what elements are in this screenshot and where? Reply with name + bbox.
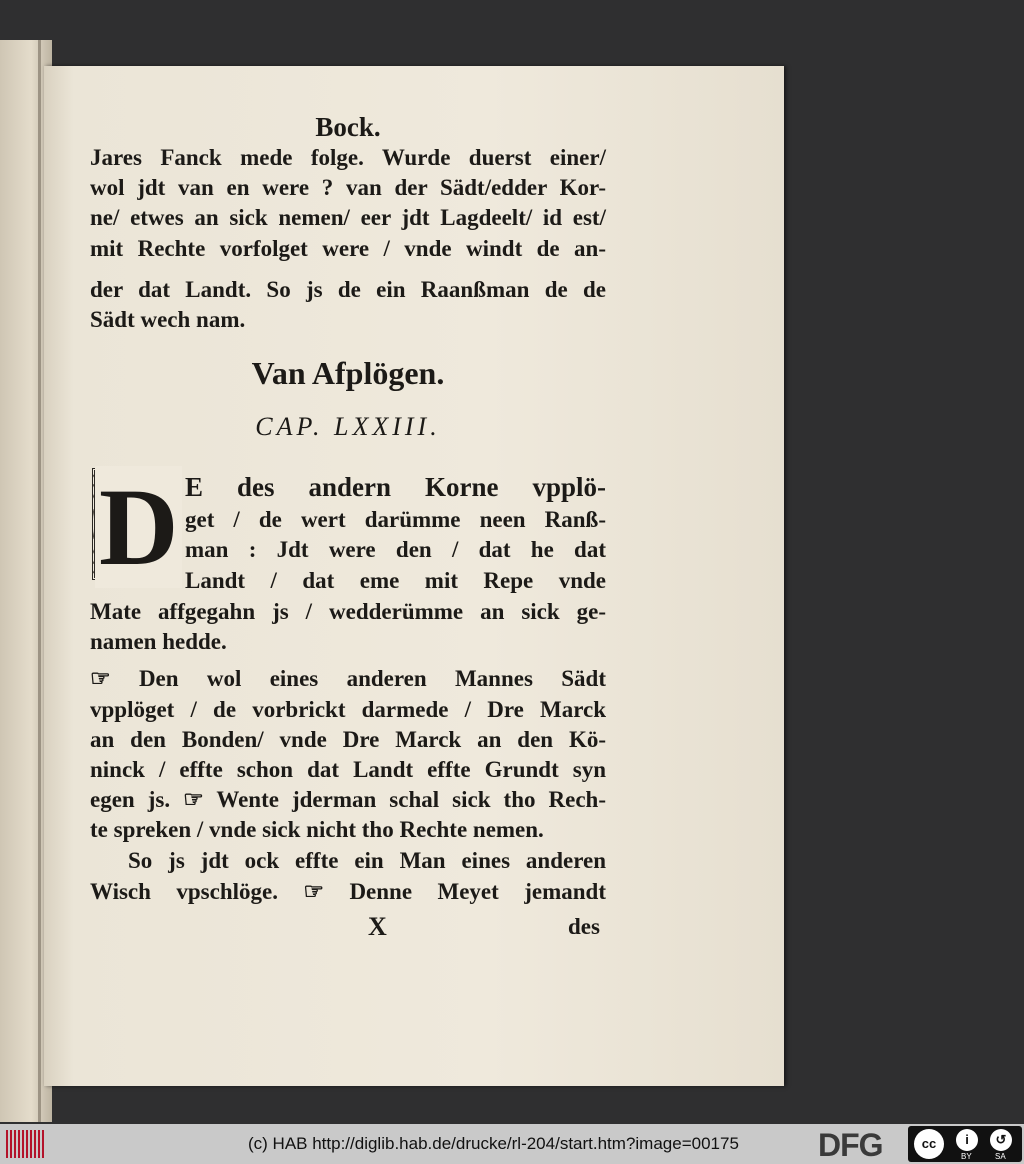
- text-line: mit Rechte vorfolget were / vnde windt de an-: [90, 236, 606, 261]
- by-icon: i: [956, 1129, 978, 1151]
- text-line: der dat Landt. So js de ein Raanßman de de: [90, 277, 606, 302]
- hab-logo-icon: [6, 1130, 46, 1158]
- cc-icon: cc: [914, 1129, 944, 1159]
- footer-bar: [0, 1124, 1024, 1164]
- text-line: man : Jdt were den / dat he dat: [185, 537, 606, 562]
- sa-label: SA: [995, 1152, 1006, 1161]
- text-line: Wisch vpschlöge. ☞ Denne Meyet jemandt: [90, 879, 606, 904]
- text-line: Jares Fanck mede folge. Wurde duerst einer/: [90, 145, 606, 170]
- text-line: egen js. ☞ Wente jderman schal sick tho Rech-: [90, 787, 606, 812]
- text-line: get / de wert darümme neen Ranß-: [185, 507, 606, 532]
- text-line: ninck / effte schon dat Landt effte Grundt syn: [90, 757, 606, 782]
- cc-license-badge[interactable]: [908, 1126, 1022, 1162]
- copyright-link[interactable]: (c) HAB http://diglib.hab.de/drucke/rl-204/start.htm?image=00175: [248, 1134, 739, 1153]
- decorated-initial: D: [92, 468, 180, 580]
- text-line: Sädt wech nam.: [90, 307, 246, 332]
- chapter-title: Van Afplögen.: [251, 355, 445, 391]
- text-line: namen hedde.: [90, 629, 227, 654]
- text-line: So js jdt ock effte ein Man eines anderen: [128, 848, 606, 873]
- text-line: Landt / dat eme mit Repe vnde: [185, 568, 606, 593]
- signature-mark: X: [368, 912, 387, 941]
- text-line: E des andern Korne vpplö-: [185, 472, 606, 502]
- text-line: wol jdt van en were ? van der Sädt/edder Kor-: [90, 175, 606, 200]
- text-line: ne/ etwes an sick nemen/ eer jdt Lagdeelt/ id est/: [90, 205, 606, 230]
- text-line: ☞ Den wol eines anderen Mannes Sädt: [90, 666, 606, 691]
- catchword: des: [568, 914, 600, 939]
- chapter-number: CAP. LXXIII.: [255, 412, 441, 441]
- by-label: BY: [961, 1152, 972, 1161]
- dfg-logo: DFG: [818, 1127, 883, 1163]
- text-line: vpplöget / de vorbrickt darmede / Dre Marck: [90, 697, 606, 722]
- text-line: an den Bonden/ vnde Dre Marck an den Kö-: [90, 727, 606, 752]
- running-head: Bock.: [315, 112, 381, 142]
- sa-icon: ↺: [990, 1129, 1012, 1151]
- text-line: te spreken / vnde sick nicht tho Rechte nemen.: [90, 817, 544, 842]
- text-line: Mate affgegahn js / wedderümme an sick ge-: [90, 599, 606, 624]
